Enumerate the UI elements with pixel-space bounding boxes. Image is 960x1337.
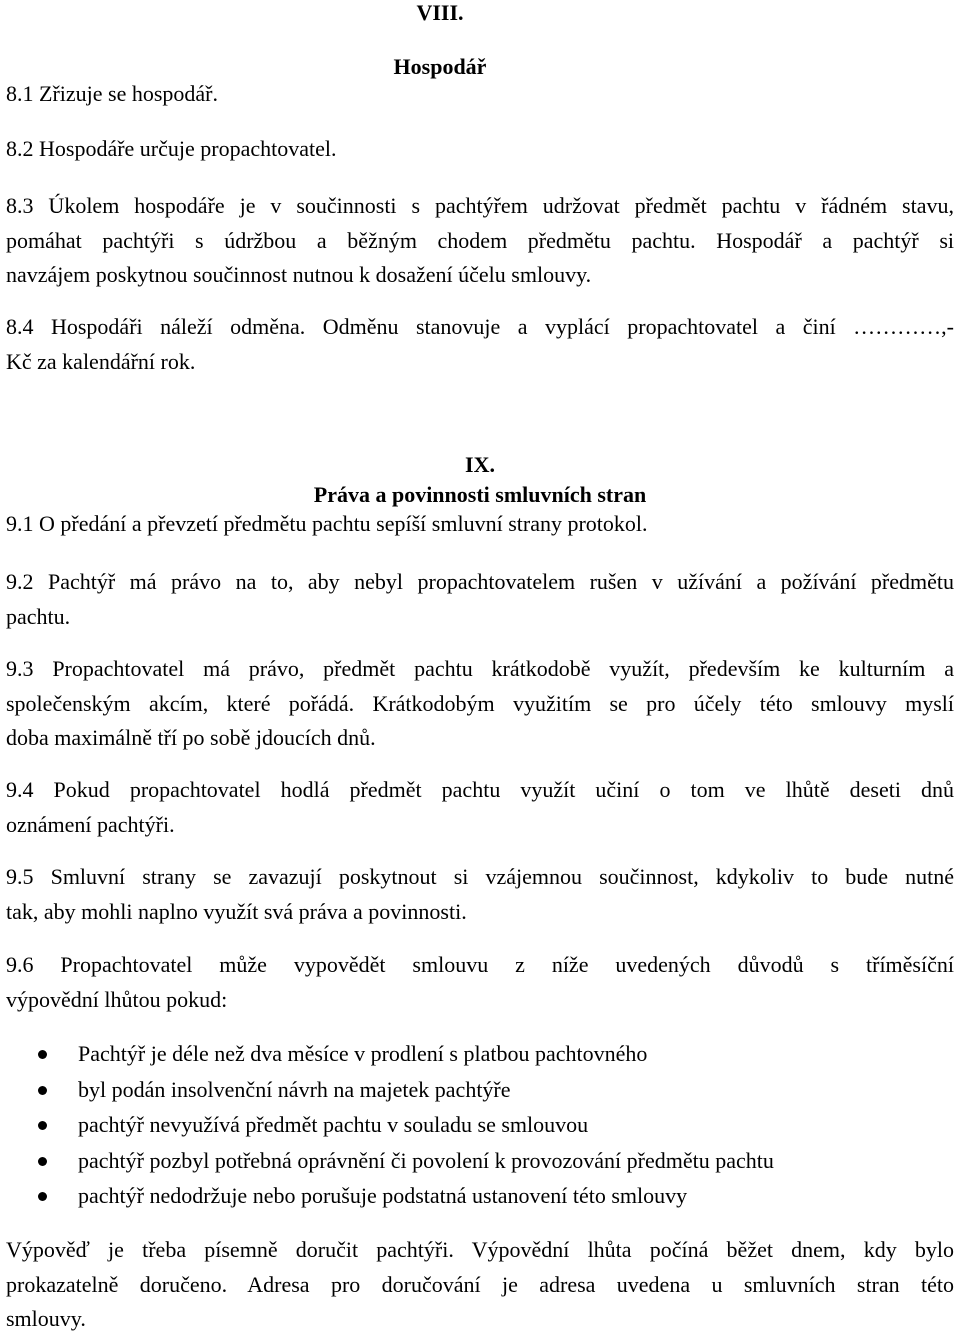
paragraph-9-6-line-2: výpovědní lhůtou pokud: — [6, 986, 228, 1012]
paragraph-8-3-line-3: navzájem poskytnou součinnost nutnou k dosažení účelu smlouvy. — [6, 262, 592, 287]
list-item: Pachtýř je déle než dva měsíce v prodlení s platbou pachtovného — [0, 1036, 774, 1072]
closing-line-3: smlouvy. — [6, 1306, 86, 1331]
paragraph-9-3-line-1: 9.3 Propachtovatel má právo, předmět pachtu krátkodobě využít, především ke kulturním a — [6, 656, 954, 681]
paragraph-9-2 — [6, 565, 954, 634]
closing-line-2: prokazatelně doručeno. Adresa pro doručování je adresa uvedena u smluvních stran této — [6, 1271, 954, 1297]
bullet-icon — [38, 1050, 47, 1059]
paragraph-9-5-line-2: tak, aby mohli naplno využít svá práva a povinnosti. — [6, 898, 467, 924]
paragraph-9-2-line-1: 9.2 Pachtýř má právo na to, aby nebyl propachtovatelem rušen v užívání a požívání předmětu — [6, 569, 954, 594]
paragraph-9-3 — [6, 652, 954, 756]
list-item: pachtýř nevyužívá předmět pachtu v souladu se smlouvou — [0, 1107, 774, 1143]
paragraph-9-1: 9.1 O předání a převzetí předmětu pachtu sepíší smluvní strany protokol. — [6, 511, 648, 536]
paragraph-8-4-line-2: Kč za kalendářní rok. — [6, 348, 196, 374]
paragraph-8-3-line-1: 8.3 Úkolem hospodáře je v součinnosti s pachtýřem udržovat předmět pachtu v řádném stavu, — [6, 193, 954, 218]
paragraph-8-3 — [6, 189, 954, 293]
bullet-icon — [38, 1157, 47, 1166]
paragraph-9-5-line-1: 9.5 Smluvní strany se zavazují poskytnout si vzájemnou součinnost, kdykoliv to bude nutné — [6, 864, 954, 889]
paragraph-9-4 — [6, 773, 954, 842]
bullet-icon — [38, 1192, 47, 1201]
termination-reasons-list — [0, 1036, 774, 1214]
list-item: pachtýř nedodržuje nebo porušuje podstatná ustanovení této smlouvy — [0, 1178, 774, 1214]
paragraph-9-6-line-1: 9.6 Propachtovatel může vypovědět smlouvu z níže uvedených důvodů s tříměsíční — [6, 952, 954, 977]
paragraph-8-4-line-1: 8.4 Hospodáři náleží odměna. Odměnu stanovuje a vyplácí propachtovatel a činí …………,- — [6, 314, 954, 339]
paragraph-9-2-line-2: pachtu. — [6, 603, 71, 629]
paragraph-9-4-line-1: 9.4 Pokud propachtovatel hodlá předmět pachtu využít učiní o tom ve lhůtě deseti dnů — [6, 777, 954, 802]
closing-line-1: Výpověď je třeba písemně doručit pachtýři. Výpovědní lhůta počíná běžet dnem, kdy bylo — [6, 1237, 954, 1262]
paragraph-9-3-line-3: doba maximálně tří po sobě jdoucích dnů. — [6, 725, 376, 750]
closing-paragraph — [6, 1233, 954, 1337]
paragraph-8-4 — [6, 310, 954, 379]
paragraph-9-3-line-2: společenským akcím, které pořádá. Krátkodobým využitím se pro účely této smlouvy myslí — [6, 690, 954, 716]
paragraph-9-6 — [6, 948, 954, 1017]
paragraph-8-1: 8.1 Zřizuje se hospodář. — [6, 81, 218, 106]
paragraph-9-5 — [6, 860, 954, 929]
paragraph-9-4-line-2: oznámení pachtýři. — [6, 811, 175, 837]
bullet-icon — [38, 1121, 47, 1130]
section-9-title: Práva a povinnosti smluvních stran — [313, 482, 647, 507]
paragraph-8-3-line-2: pomáhat pachtýři s údržbou a běžným chodem předmětu pachtu. Hospodář a pachtýř si — [6, 227, 954, 253]
paragraph-8-2: 8.2 Hospodáře určuje propachtovatel. — [6, 136, 337, 161]
section-8-title: Hospodář — [393, 54, 487, 79]
list-item: byl podán insolvenční návrh na majetek pachtýře — [0, 1072, 774, 1108]
bullet-icon — [38, 1086, 47, 1095]
section-9-number: IX. — [465, 452, 495, 477]
section-8-number: VIII. — [416, 0, 464, 25]
list-item: pachtýř pozbyl potřebná oprávnění či povolení k provozování předmětu pachtu — [0, 1143, 774, 1179]
